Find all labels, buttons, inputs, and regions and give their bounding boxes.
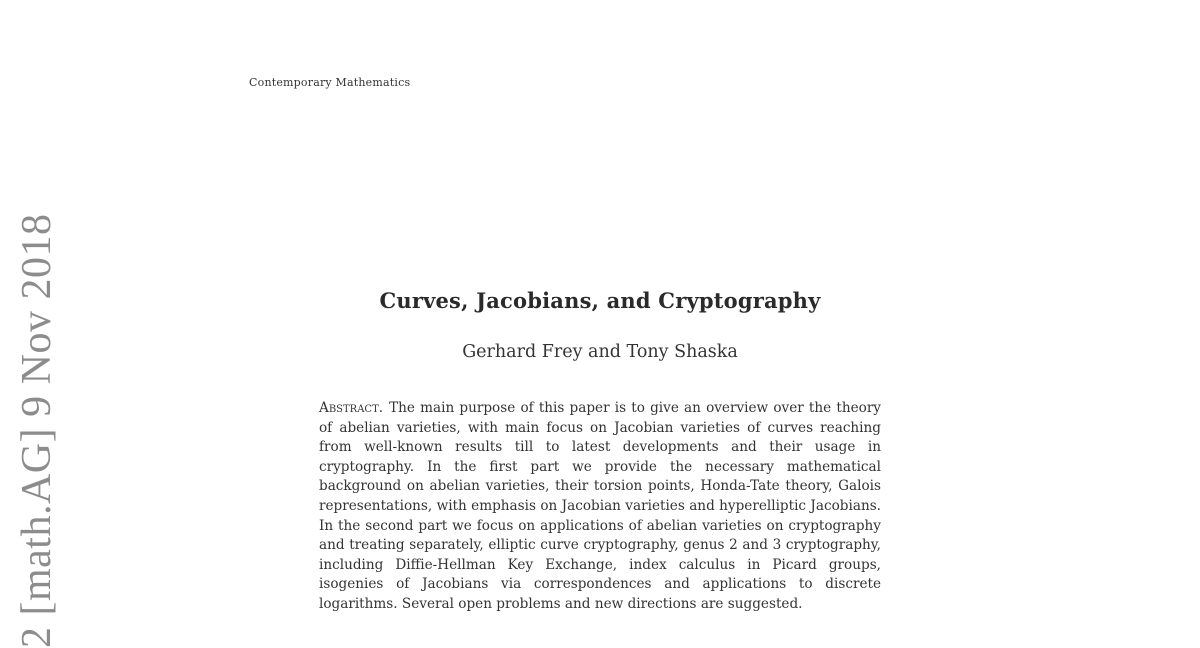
journal-series-header: Contemporary Mathematics (249, 76, 411, 89)
paper-authors: Gerhard Frey and Tony Shaska (462, 342, 738, 362)
abstract-text: The main purpose of this paper is to give an overview over the theory of abelian varieties, with main focus on Jacobian varieties of curves reaching from well-known results till to latest developments and their usage in cryptography. In the first part we provide the necessary mathematical background on abelian varieties, their torsion points, Honda-Tate theory, Galois representations, with emphasis on Jacobian varieties and hyperelliptic Jacobians. In the second part we focus on applications of abelian varieties on cryptography and treating separately, elliptic curve cryptography, genus 2 and 3 cryptography, including Diffie-Hellman Key Exchange, index calculus in Picard groups, isogenies of Jacobians via correspondences and applications to discrete logarithms. Several open problems and new directions are suggested. (319, 400, 881, 612)
arxiv-side-stamp: 2 [math.AG] 9 Nov 2018 (14, 213, 60, 648)
abstract (319, 399, 881, 615)
abstract-label: Abstract. (319, 400, 384, 416)
paper-title: Curves, Jacobians, and Cryptography (379, 288, 821, 313)
